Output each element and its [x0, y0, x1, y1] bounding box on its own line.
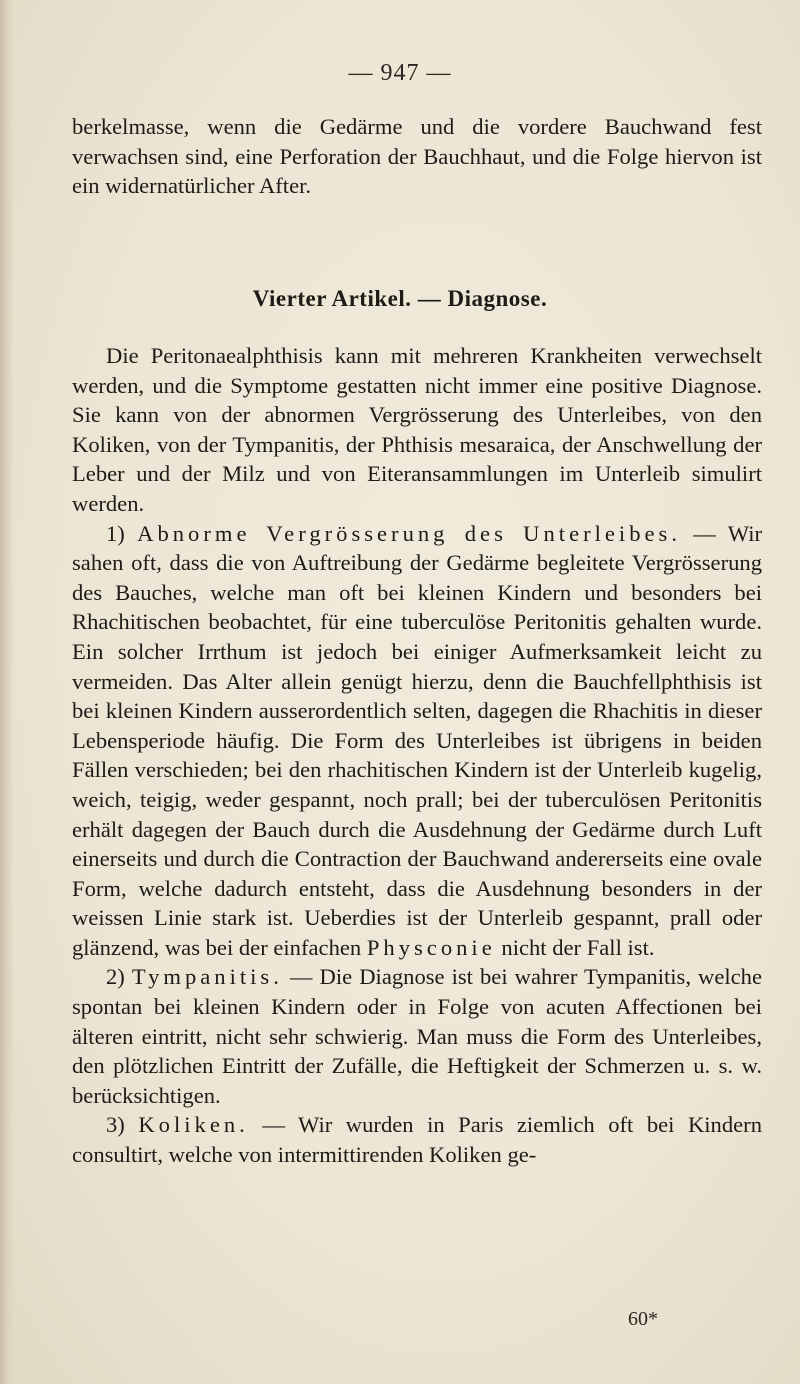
section-2-text: — Die Diagnose ist bei wahrer Tympanitis, welche spontan bei kleinen Kindern oder in Folge von acuten Affectionen bei älteren eintritt, nicht sehr schwierig. Man muss die Form des Unterleibes, den plötzlichen Eintritt der Zufälle, die Heftigkeit der Schmerzen u. s. w. berücksichtigen.	[72, 964, 762, 1108]
section-3-number: 3)	[106, 1112, 125, 1138]
section-1-number: 1)	[106, 520, 125, 546]
section-heading: Vierter Artikel. — Diagnose.	[252, 286, 548, 311]
section-2-paragraph	[72, 962, 762, 1110]
intro-paragraph: Die Peritonaealphthisis kann mit mehreren Krankheiten verwechselt werden, und die Symptome gestatten nicht immer eine positive Diagnose. Sie kann von der abnormen Vergrösserung des Unterleibes, von den Koliken, von der Tympanitis, der Phthisis mesaraica, der Anschwellung der Leber und der Milz und von Eiteransammlungen im Unterleib simulirt werden.	[72, 343, 762, 516]
page-number: — 947 —	[348, 60, 452, 86]
section-3-title: Koliken.	[138, 1112, 249, 1138]
section-1-term: Physconie	[366, 934, 496, 960]
section-1-paragraph	[72, 519, 762, 963]
signature-mark: 60*	[628, 1308, 658, 1330]
section-1-text: — Wir sahen oft, dass die von Auftreibung der Gedärme begleitete Vergrösserung des Bauches, welche man oft bei kleinen Kindern und besonders bei Rhachitischen beobachtet, für eine tuberculöse Peritonitis gehalten wurde. Ein solcher Irrthum ist jedoch bei einiger Aufmerksamkeit leicht zu vermeiden. Das Alter allein genügt hierzu, denn die Bauchfellphthisis ist bei kleinen Kindern ausserordentlich selten, dagegen die Rhachitis in dieser Lebensperiode häufig. Die Form des Unterleibes ist übrigens in beiden Fällen verschieden; bei den rhachitischen Kindern ist der Unterleib kugelig, weich, teigig, weder gespannt, noch prall; bei der tuberculösen Peritonitis erhält dagegen der Bauch durch die Ausdehnung der Gedärme durch Luft einerseits und durch die Contraction der Bauchwand andererseits eine ovale Form, welche dadurch entsteht, dass die Ausdehnung besonders in der weissen Linie stark ist. Ueberdies ist der Unterleib gespannt, prall oder glänzend, was bei der einfachen	[72, 520, 763, 960]
section-2-title: Tympanitis.	[131, 964, 283, 990]
continuation-paragraph: berkelmasse, wenn die Gedärme und die vordere Bauchwand fest verwachsen sind, eine Perforation der Bauchhaut, und die Folge hiervon ist ein widernatürlicher After.	[72, 114, 762, 199]
section-1-text-end: nicht der Fall ist.	[501, 934, 655, 960]
section-3-text: — Wir wurden in Paris ziemlich oft bei Kindern consultirt, welche von intermittirenden Koliken ge-	[72, 1112, 762, 1168]
section-1-title: Abnorme Vergrösserung des Unterleibes.	[137, 520, 681, 546]
page-gutter-shadow	[0, 0, 14, 1384]
section-2-number: 2)	[106, 964, 125, 990]
top-paragraph-block	[72, 112, 762, 201]
main-text-block	[72, 341, 762, 1170]
section-3-paragraph	[72, 1110, 762, 1169]
